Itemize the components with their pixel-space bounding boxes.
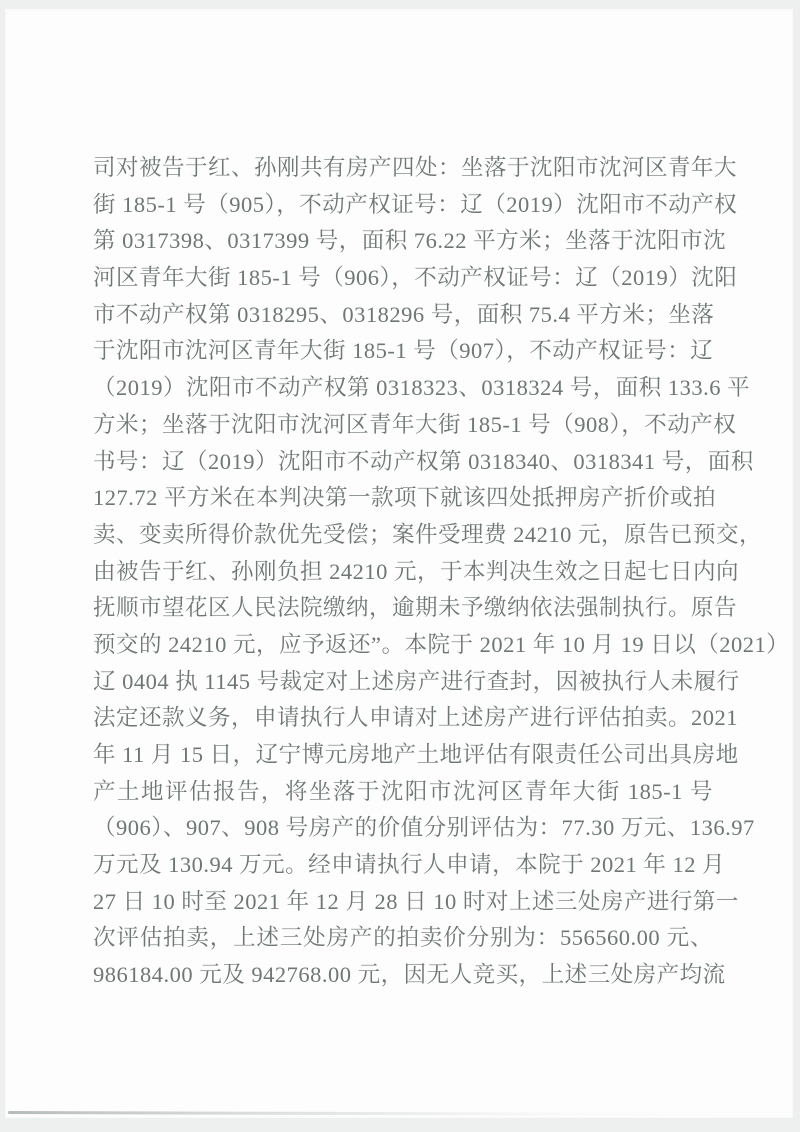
- text-line: 万元及 130.94 万元。经申请执行人申请，本院于 2021 年 12 月: [93, 852, 726, 878]
- scanned-page: [5, 9, 793, 1118]
- text-line: 河区青年大街 185-1 号（906），不动产权证号：辽（2019）沈阳: [93, 265, 738, 291]
- text-line: 辽 0404 执 1145 号裁定对上述房产进行查封，因被执行人未履行: [93, 668, 740, 694]
- text-line: 由被告于红、孙刚负担 24210 元，于本判决生效之日起七日内向: [93, 558, 740, 584]
- text-line: 书号：辽（2019）沈阳市不动产权第 0318340、0318341 号，面积: [93, 448, 754, 474]
- text-line: 127.72 平方米在本判决第一款项下就该四处抵押房产折价或拍: [93, 485, 717, 511]
- text-line: 司对被告于红、孙刚共有房产四处：坐落于沈阳市沈河区青年大: [93, 155, 738, 180]
- text-line: 第 0317398、0317399 号，面积 76.22 平方米；坐落于沈阳市沈: [93, 228, 727, 254]
- text-line: 方米；坐落于沈阳市沈河区青年大街 185-1 号（908），不动产权: [93, 411, 737, 437]
- text-line: 产土地评估报告，将坐落于沈阳市沈河区青年大街 185-1 号: [93, 778, 713, 804]
- text-line: 市不动产权第 0318295、0318296 号，面积 75.4 平方米；坐落: [93, 301, 715, 327]
- text-line: 法定还款义务，申请执行人申请对上述房产进行评估拍卖。2021: [93, 705, 739, 731]
- text-line: 卖、变卖所得价款优先受偿；案件受理费 24210 元，原告已预交，: [93, 521, 763, 547]
- text-line: 于沈阳市沈河区青年大街 185-1 号（907），不动产权证号：辽: [93, 338, 714, 364]
- text-line: 街 185-1 号（905），不动产权证号：辽（2019）沈阳市不动产权: [93, 191, 738, 217]
- text-line: 年 11 月 15 日，辽宁博元房地产土地评估有限责任公司出具房地: [93, 742, 739, 767]
- text-line: 抚顺市望花区人民法院缴纳，逾期未予缴纳依法强制执行。原告: [93, 595, 738, 621]
- text-line: 预交的 24210 元，应予返还”。本院于 2021 年 10 月 19 日以（2021）: [93, 631, 790, 657]
- text-line: 986184.00 元及 942768.00 元，因无人竞买，上述三处房产均流: [93, 962, 726, 988]
- document-text-block: [93, 150, 790, 994]
- text-line: 次评估拍卖，上述三处房产的拍卖价分别为：556560.00 元、: [93, 925, 713, 951]
- text-line: （2019）沈阳市不动产权第 0318323、0318324 号，面积 133.6 平: [93, 375, 751, 401]
- text-line: （906）、907、908 号房产的价值分别评估为：77.30 万元、136.97: [93, 815, 755, 841]
- text-line: 27 日 10 时至 2021 年 12 月 28 日 10 时对上述三处房产进行第一: [93, 888, 739, 914]
